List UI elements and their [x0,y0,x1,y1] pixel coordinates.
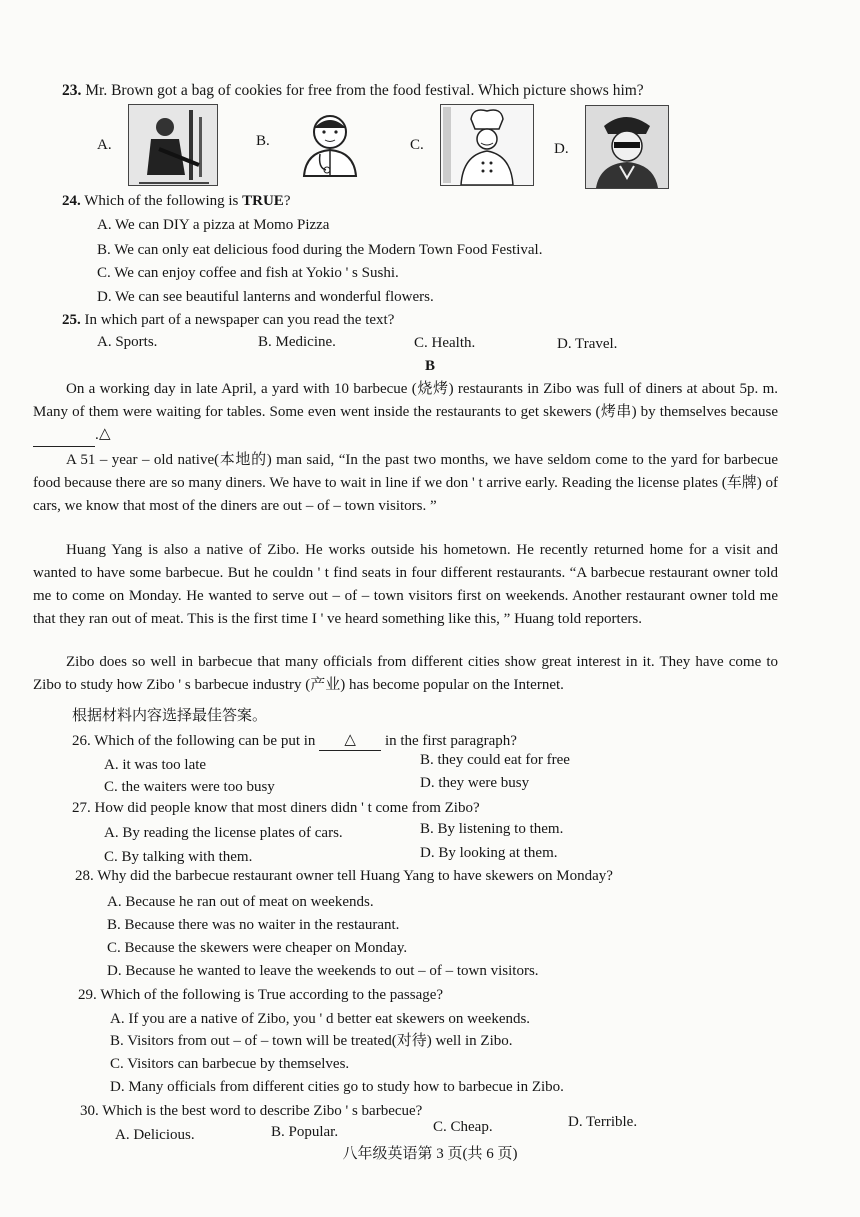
question-mark: ? [283,193,291,209]
question-number: 29. [78,987,97,1003]
question-number: 26. [72,733,91,749]
q29-option-a: A. If you are a native of Zibo, you ' d better eat skewers on weekends. [110,1011,531,1027]
q25-option-c: C. Health. [414,335,476,351]
question-30 [80,1101,422,1121]
question-28 [75,866,613,886]
chef-picture [440,104,534,186]
answer-blank [319,730,381,751]
q24-option-c: C. We can enjoy coffee and fish at Yokio ' s Sushi. [97,265,399,281]
option-d-label: D. [554,141,569,157]
q24-option-b: B. We can only eat delicious food during the Modern Town Food Festival. [97,242,543,258]
q30-option-b: B. Popular. [271,1124,339,1140]
question-24 [62,191,290,211]
question-text: Which is the best word to describe Zibo ' s barbecue? [102,1103,423,1119]
q28-option-d: D. Because he wanted to leave the weekends to out – of – town visitors. [107,963,539,979]
question-number: 28. [75,868,94,884]
q25-option-b: B. Medicine. [258,334,336,350]
q26-option-c: C. the waiters were too busy [104,779,275,795]
question-27 [72,798,480,818]
section-heading-b: B [424,358,435,374]
question-29 [78,985,443,1005]
instruction-text: 根据材料内容选择最佳答案。 [72,708,268,724]
question-text: Which of the following is [84,193,243,209]
question-23 [62,81,644,101]
question-text: Which of the following can be put in [94,733,316,749]
q27-option-d: D. By looking at them. [420,845,558,861]
question-26 [72,731,517,752]
question-number: 27. [72,800,91,816]
q24-option-a: A. We can DIY a pizza at Momo Pizza [97,217,330,233]
question-text: Which of the following is True according to the passage? [100,987,444,1003]
q29-option-c: C. Visitors can barbecue by themselves. [110,1056,350,1072]
option-c-label: C. [410,137,424,153]
q30-option-a: A. Delicious. [115,1127,195,1143]
q30-option-d: D. Terrible. [568,1114,638,1130]
option-b-label: B. [256,133,270,149]
q27-option-c: C. By talking with them. [104,849,253,865]
question-text-end: in the first paragraph? [384,733,517,749]
question-25 [62,310,394,330]
q29-option-d: D. Many officials from different cities go to study how to barbecue in Zibo. [110,1079,564,1095]
q29-option-b: B. Visitors from out – of – town will be treated(对待) well in Zibo. [110,1033,513,1049]
q24-option-d: D. We can see beautiful lanterns and wonderful flowers. [97,289,434,305]
q26-option-a: A. it was too late [104,757,207,773]
q28-option-b: B. Because there was no waiter in the restaurant. [107,917,400,933]
triangle-icon: △ [99,426,111,442]
triangle-icon: △ [344,732,356,748]
q28-option-a: A. Because he ran out of meat on weekends. [107,894,374,910]
question-number: 23. [62,82,82,99]
q25-option-a: A. Sports. [97,334,158,350]
emphasis-true: TRUE [242,193,284,209]
q25-option-d: D. Travel. [557,336,618,352]
firefighter-picture [128,104,218,186]
q28-option-c: C. Because the skewers were cheaper on Monday. [107,940,408,956]
paragraph-text: On a working day in late April, a yard with 10 barbecue (烧烤) restaurants in Zibo was full of diners at about 5p. m. Many of them were waiting for tables. Some even went inside the restaurants to get skewers (烤串) by themselves because [33,381,778,420]
question-number: 30. [80,1103,99,1119]
doctor-picture [290,110,370,178]
question-text: In which part of a newspaper can you read the text? [84,312,395,328]
question-number: 24. [62,193,81,209]
question-text: Mr. Brown got a bag of cookies for free from the food festival. Which picture shows him? [85,82,644,99]
q26-option-b: B. they could eat for free [420,752,570,768]
question-text: Why did the barbecue restaurant owner tell Huang Yang to have skewers on Monday? [97,868,613,884]
page-footer: 八年级英语第 3 页(共 6 页) [342,1146,518,1162]
passage-paragraph-4: Zibo does so well in barbecue that many officials from different cities show great interest in it. They have come to Zibo to study how Zibo ' s barbecue industry (产业) has become popular on the Internet. [33,654,778,693]
question-number: 25. [62,312,81,328]
paragraph-end: . [95,427,99,443]
passage-paragraph-2: A 51 – year – old native(本地的) man said, “In the past two months, we have seldom come to the yard for barbecue food because there are so many diners. We have to wait in line if we don ' t arrive early. Reading the license plates (车牌) of cars, we know that most of the diners are out – of – town visitors. ” [33,452,778,514]
q26-option-d: D. they were busy [420,775,530,791]
passage-paragraph-1 [33,378,778,448]
option-a-label: A. [97,137,112,153]
pilot-picture [585,105,669,189]
q30-option-c: C. Cheap. [433,1119,493,1135]
question-text: How did people know that most diners didn ' t come from Zibo? [94,800,480,816]
q27-option-b: B. By listening to them. [420,821,564,837]
passage-paragraph-3: Huang Yang is also a native of Zibo. He works outside his hometown. He recently returned home for a visit and wanted to have some barbecue. But he couldn ' t find seats in four different restaurants. “A barbecue restaurant owner told me to come on Monday. He wanted to serve out – of – town visitors first on weekends. Another restaurant owner told me that they ran out of meat. This is the first time I ' ve heard something like this, ” Huang told reporters. [33,542,778,627]
answer-blank [33,423,111,447]
q27-option-a: A. By reading the license plates of cars. [104,825,343,841]
